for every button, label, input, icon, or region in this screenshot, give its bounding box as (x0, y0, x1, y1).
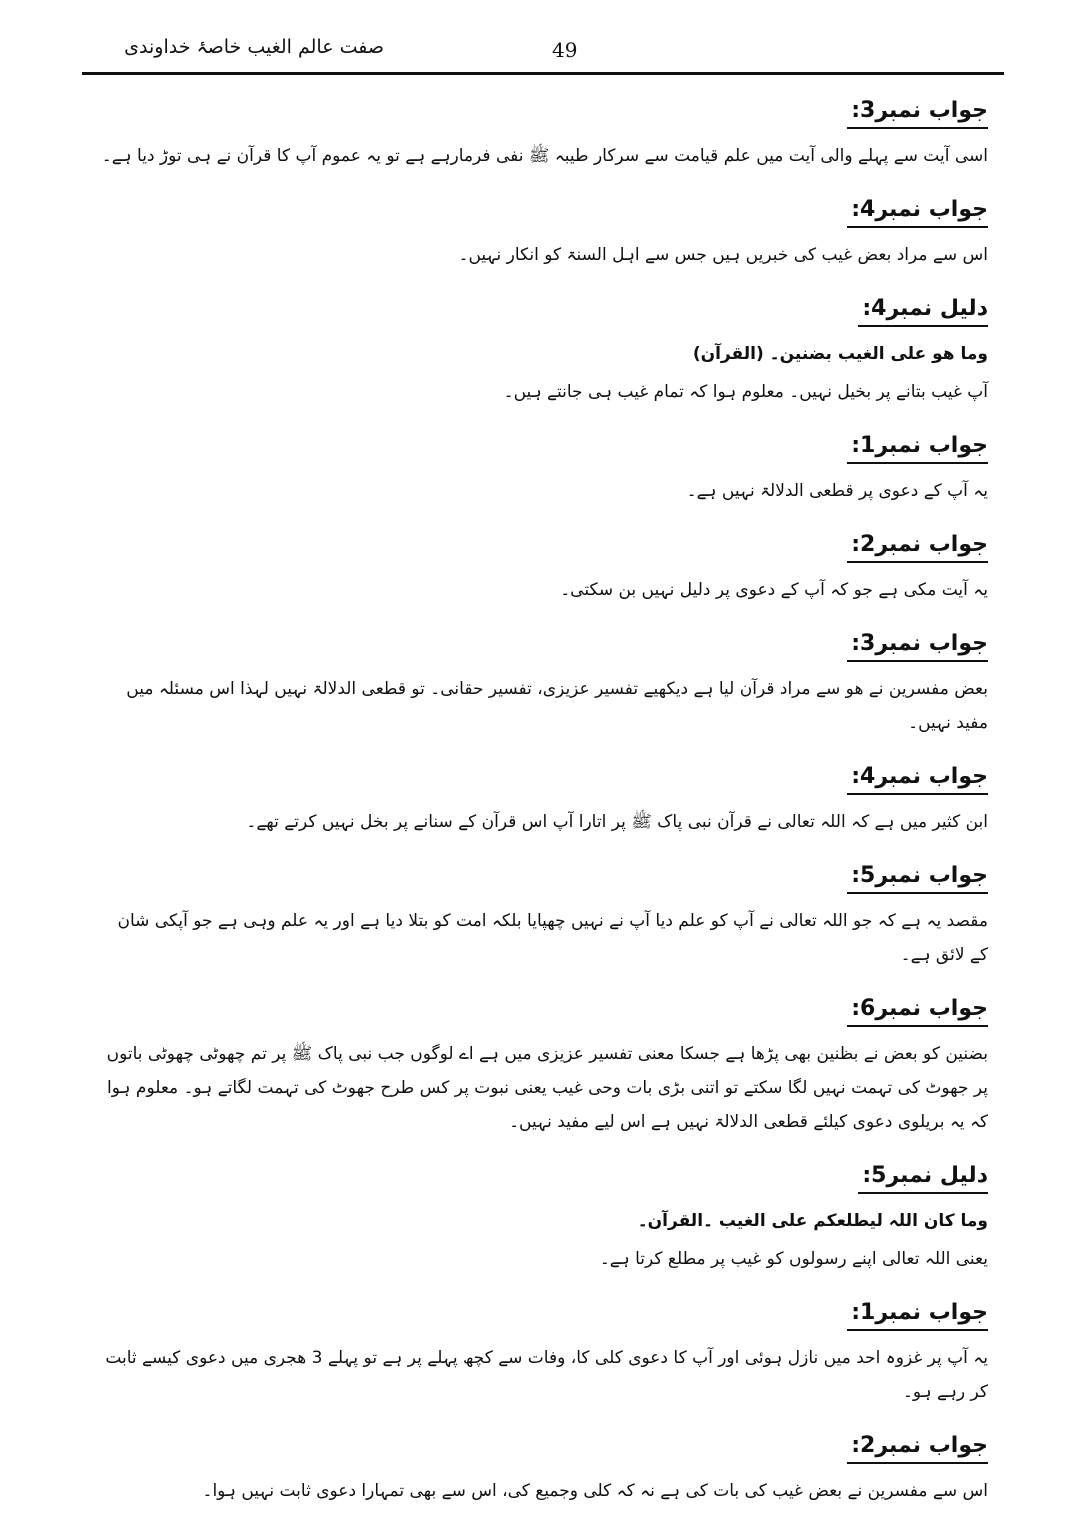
section-heading-wrap (96, 1286, 988, 1341)
paragraph: مقصد یہ ہے کہ جو اللہ تعالی نے آپ کو علم دیا آپ نے نہیں چھپایا بلکہ امت کو بتلا دیا ہے اور یہ علم وہی ہے جو آپکی شان کے لائق ہے۔ (117, 911, 988, 965)
paragraph: اس سے مراد بعض غیب کی خبریں ہیں جس سے اہل السنۃ کو انکار نہیں۔ (458, 245, 988, 265)
paragraph: بضنین کو بعض نے بظنین بھی پڑھا ہے جسکا معنی تفسیر عزیزی میں ہے اے لوگوں جب نبی پاک ﷺ پر تم چھوٹی چھوٹی باتوں پر جھوٹ کی تہمت نہیں لگا سکتے تو اتنی بڑی بات وحی غیب یعنی نبوت پر کس طرح جھوٹ کی تہمت لگاتے ہو۔ معلوم ہوا کہ یہ بریلوی دعوی کیلئے قطعی الدلالۃ نہیں ہے اس لیے مفید نہیں۔ (106, 1044, 988, 1132)
section-heading: جواب نمبر1: (847, 1294, 988, 1331)
section-heading-wrap (96, 518, 988, 573)
section-heading: جواب نمبر2: (847, 1427, 988, 1464)
section-heading-wrap (96, 282, 988, 337)
section-heading: جواب نمبر3: (847, 625, 988, 662)
section-heading: دلیل نمبر5: (858, 1157, 988, 1194)
section-heading-wrap (96, 750, 988, 805)
book-title: صفت عالم الغیب خاصۂ خداوندی (124, 36, 384, 58)
section-heading-wrap (96, 1419, 988, 1474)
section-heading: جواب نمبر4: (847, 191, 988, 228)
section-heading: جواب نمبر1: (847, 427, 988, 464)
paragraph: اس سے مفسرین نے بعض غیب کی بات کی ہے نہ کہ کلی وجمیع کی، اس سے بھی تمہارا دعوی ثابت نہیں ہوا۔ (202, 1481, 988, 1501)
section-heading-wrap (96, 849, 988, 904)
paragraph: اسی آیت سے پہلے والی آیت میں علم قیامت سے سرکار طیبہ ﷺ نفی فرمارہے ہے تو یہ عموم آپ کا قرآن نے ہی توڑ دیا ہے۔ (101, 146, 988, 166)
section-heading-wrap (96, 1149, 988, 1204)
section-heading: جواب نمبر4: (847, 758, 988, 795)
page-header (82, 28, 1004, 75)
paragraph: ابن کثیر میں ہے کہ اللہ تعالی نے قرآن نبی پاک ﷺ پر اتارا آپ اس قرآن کے سنانے پر بخل نہیں کرتے تھے۔ (246, 812, 988, 832)
paragraph: یہ آپ کے دعوی پر قطعی الدلالۃ نہیں ہے۔ (686, 481, 988, 501)
section-heading: جواب نمبر5: (847, 857, 988, 894)
paragraph: یہ آیت مکی ہے جو کہ آپ کے دعوی پر دلیل نہیں بن سکتی۔ (560, 580, 988, 600)
paragraph: بعض مفسرین نے ھو سے مراد قرآن لیا ہے دیکھیے تفسیر عزیزی، تفسیر حقانی۔ تو قطعی الدلالۃ نہیں لہذا اس مسئلہ میں مفید نہیں۔ (126, 679, 988, 733)
section-heading-wrap (96, 183, 988, 238)
section-heading: جواب نمبر3: (847, 92, 988, 129)
quoted-verse: وما ھو علی الغیب بضنین۔ (القرآن) (692, 344, 988, 364)
section-heading-wrap (96, 84, 988, 139)
section-heading-wrap (96, 419, 988, 474)
paragraph: آپ غیب بتانے پر بخیل نہیں۔ معلوم ہوا کہ تمام غیب ہی جانتے ہیں۔ (503, 382, 988, 402)
quoted-verse: وما کان اللہ لیطلعکم علی الغیب ۔القرآن۔ (637, 1211, 988, 1231)
section-heading-wrap (96, 982, 988, 1037)
page-number: 49 (552, 38, 578, 62)
paragraph: یعنی اللہ تعالی اپنے رسولوں کو غیب پر مطلع کرتا ہے۔ (599, 1249, 988, 1269)
section-heading: دلیل نمبر4: (858, 290, 988, 327)
paragraph: یہ آپ پر غزوہ احد میں نازل ہوئی اور آپ کا دعوی کلی کا، وفات سے کچھ پہلے پر ہے تو پہلے 3 ھجری میں دعوی کیسے ثابت کر رہے ہو۔ (105, 1348, 988, 1402)
section-heading-wrap (96, 617, 988, 672)
page-content (96, 84, 988, 1518)
section-heading: جواب نمبر2: (847, 526, 988, 563)
section-heading: جواب نمبر6: (847, 990, 988, 1027)
